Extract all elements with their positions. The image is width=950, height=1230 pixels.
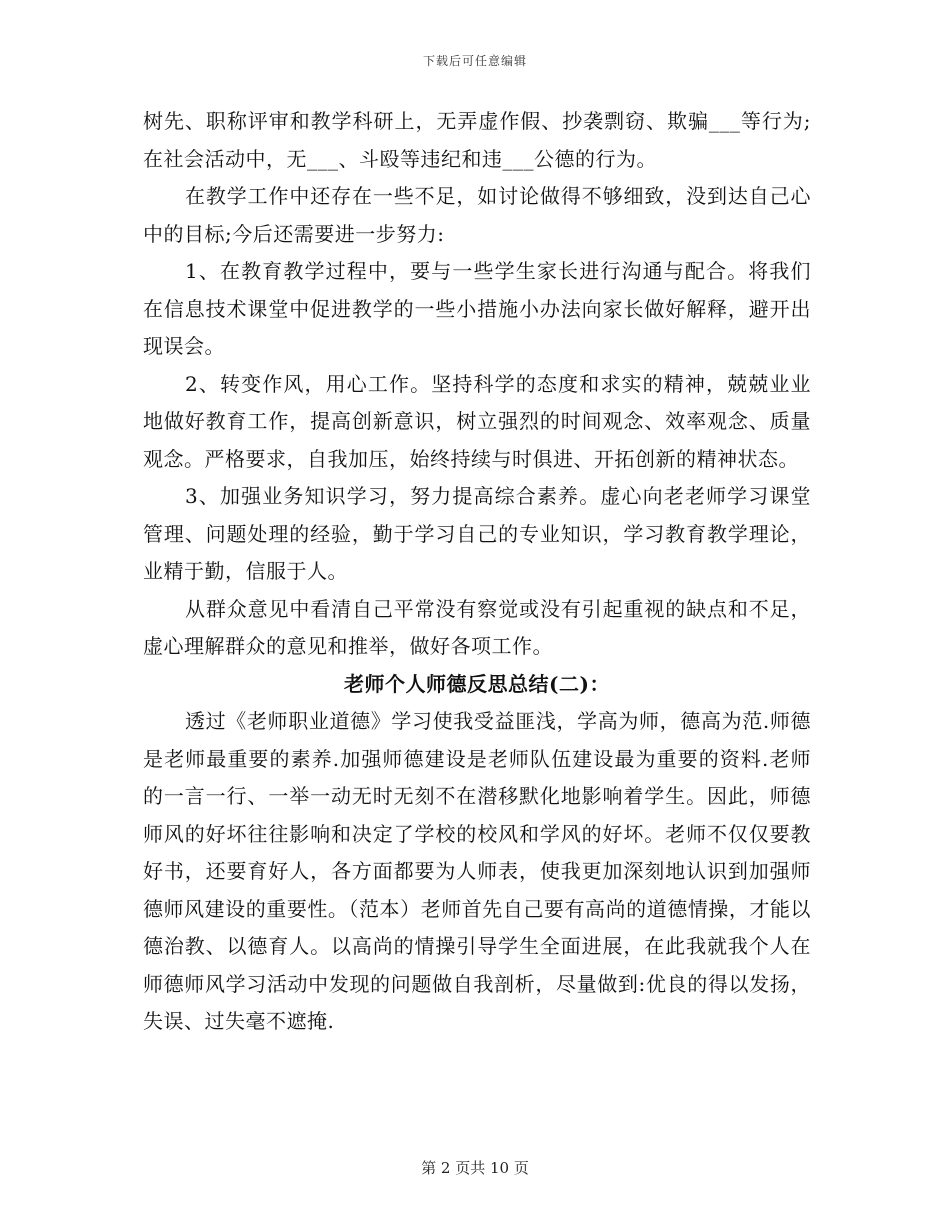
paragraph-shortcomings: 在教学工作中还存在一些不足，如讨论做得不够细致，没到达自己心中的目标;今后还需要进一步努力: (143, 184, 811, 246)
section-heading: 老师个人师德反思总结(二)： (344, 671, 610, 696)
paragraph-item-1: 1、在教育教学过程中，要与一些学生家长进行沟通与配合。将我们在信息技术课堂中促进教学的一些小措施小办法向家长做好解释，避开出现误会。 (143, 259, 811, 358)
page-footer: 第 2 页共 10 页 (421, 1159, 529, 1177)
document-body (143, 103, 811, 1041)
paragraph-continuation: 树先、职称评审和教学科研上，无弄虚作假、抄袭剽窃、欺骗___等行为;在社会活动中，无___、斗殴等违纪和违___公德的行为。 (143, 109, 811, 171)
paragraph-section-two: 透过《老师职业道德》学习使我受益匪浅，学高为师，德高为范.师德是老师最重要的素养.加强师德建设是老师队伍建设最为重要的资料.老师的一言一行、一举一动无时无刻不在潜移默化地影响着学生。因此，师德师风的好坏往往影响和决定了学校的校风和学风的好坏。老师不仅仅要教好书，还要育好人，各方面都要为人师表，使我更加深刻地认识到加强师德师风建设的重要性。（范本）老师首先自己要有高尚的道德情操，才能以德治教、以德育人。以高尚的情操引导学生全面进展，在此我就我个人在师德师风学习活动中发现的问题做自我剖析，尽量做到:优良的得以发扬，失误、过失毫不遮掩. (143, 709, 811, 1033)
page-header: 下载后可任意编辑 (422, 54, 527, 68)
paragraph-closing: 从群众意见中看清自己平常没有察觉或没有引起重视的缺点和不足，虚心理解群众的意见和推举，做好各项工作。 (143, 596, 811, 658)
paragraph-item-2: 2、转变作风，用心工作。坚持科学的态度和求实的精神，兢兢业业地做好教育工作，提高创新意识，树立强烈的时间观念、效率观念、质量观念。严格要求，自我加压，始终持续与时俱进、开拓创新的精神状态。 (143, 371, 811, 471)
paragraph-item-3: 3、加强业务知识学习，努力提高综合素养。虚心向老老师学习课堂管理、问题处理的经验，勤于学习自己的专业知识，学习教育教学理论，业精于勤，信服于人。 (143, 484, 811, 583)
